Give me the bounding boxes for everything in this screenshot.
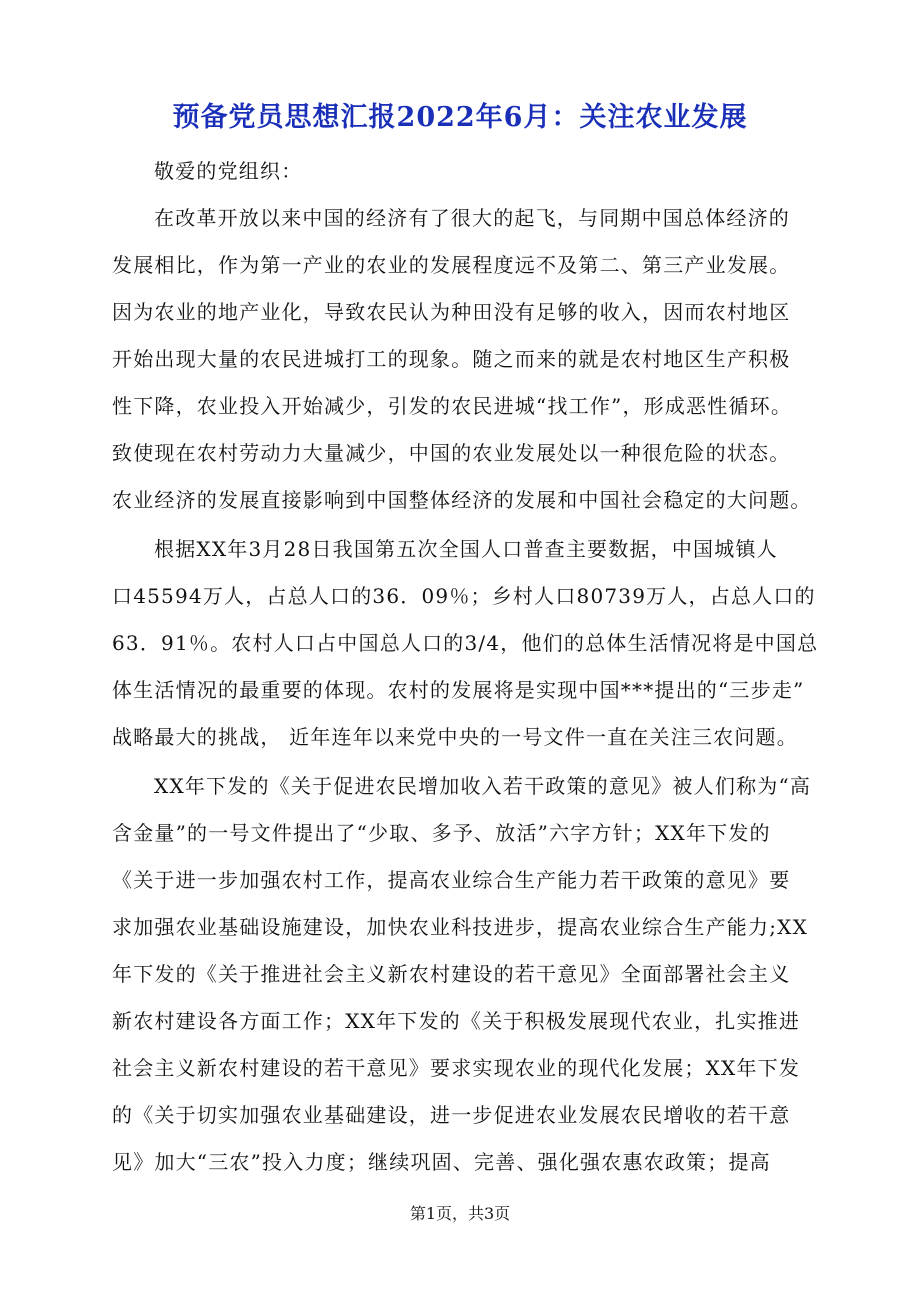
page-footer: 第1页，共3页	[409, 1204, 511, 1223]
paragraph-3-line: 求加强农业基础设施建设，加快农业科技进步，提高农业综合生产能力;XX	[112, 915, 809, 939]
paragraph-3-line: 的《关于切实加强农业基础建设，进一步促进农业发展农民增收的若干意	[112, 1103, 791, 1127]
document-body	[112, 148, 824, 1186]
paragraph-1-line: 性下降，农业投入开始减少，引发的农民进城“找工作”，形成恶性循环。	[112, 394, 793, 418]
paragraph-3-line: 新农村建设各方面工作；XX年下发的《关于积极发展现代农业，扎实推进	[112, 1009, 801, 1033]
paragraph-3-line: XX年下发的《关于促进农民增加收入若干政策的意见》被人们称为“高	[154, 774, 812, 798]
paragraph-3-line: 社会主义新农村建设的若干意见》要求实现农业的现代化发展；XX年下发	[112, 1056, 801, 1080]
paragraph-3-line: 《关于进一步加强农村工作，提高农业综合生产能力若干政策的意见》要	[112, 868, 791, 892]
paragraph-3-line: 见》加大“三农”投入力度；继续巩固、完善、强化强农惠农政策；提高	[112, 1150, 771, 1174]
paragraph-1-line: 农业经济的发展直接影响到中国整体经济的发展和中国社会稳定的大问题。	[112, 488, 812, 512]
paragraph-1-line: 在改革开放以来中国的经济有了很大的起飞，与同期中国总体经济的	[154, 206, 790, 230]
paragraph-2-line: 口45594万人，占总人口的36．09％；乡村人口80739万人，占总人口的	[112, 584, 816, 608]
paragraph-1-line: 因为农业的地产业化，导致农民认为种田没有足够的收入，因而农村地区	[112, 300, 791, 324]
paragraph-2-line: 战略最大的挑战， 近年连年以来党中央的一号文件一直在关注三农问题。	[112, 725, 798, 749]
paragraph-1-line: 发展相比，作为第一产业的农业的发展程度远不及第二、第三产业发展。	[112, 253, 791, 277]
paragraph-2-line: 根据XX年3月28日我国第五次全国人口普查主要数据，中国城镇人	[154, 537, 778, 561]
paragraph-1-line: 致使现在农村劳动力大量减少，中国的农业发展处以一种很危险的状态。	[112, 441, 791, 465]
paragraph-3-line: 年下发的《关于推进社会主义新农村建设的若干意见》全面部署社会主义	[112, 962, 791, 986]
paragraph-1-line: 开始出现大量的农民进城打工的现象。随之而来的就是农村地区生产积极	[112, 347, 791, 371]
paragraph-3-line: 含金量”的一号文件提出了“少取、多予、放活”六字方针；XX年下发的	[112, 821, 771, 845]
salutation: 敬爱的党组织：	[154, 159, 303, 183]
paragraph-2-line: 63．91％。农村人口占中国总人口的3/4，他们的总体生活情况将是中国总	[112, 631, 819, 655]
document-title: 预备党员思想汇报2022年6月：关注农业发展	[172, 102, 748, 133]
paragraph-2-line: 体生活情况的最重要的体现。农村的发展将是实现中国***提出的“三步走”	[112, 678, 805, 702]
